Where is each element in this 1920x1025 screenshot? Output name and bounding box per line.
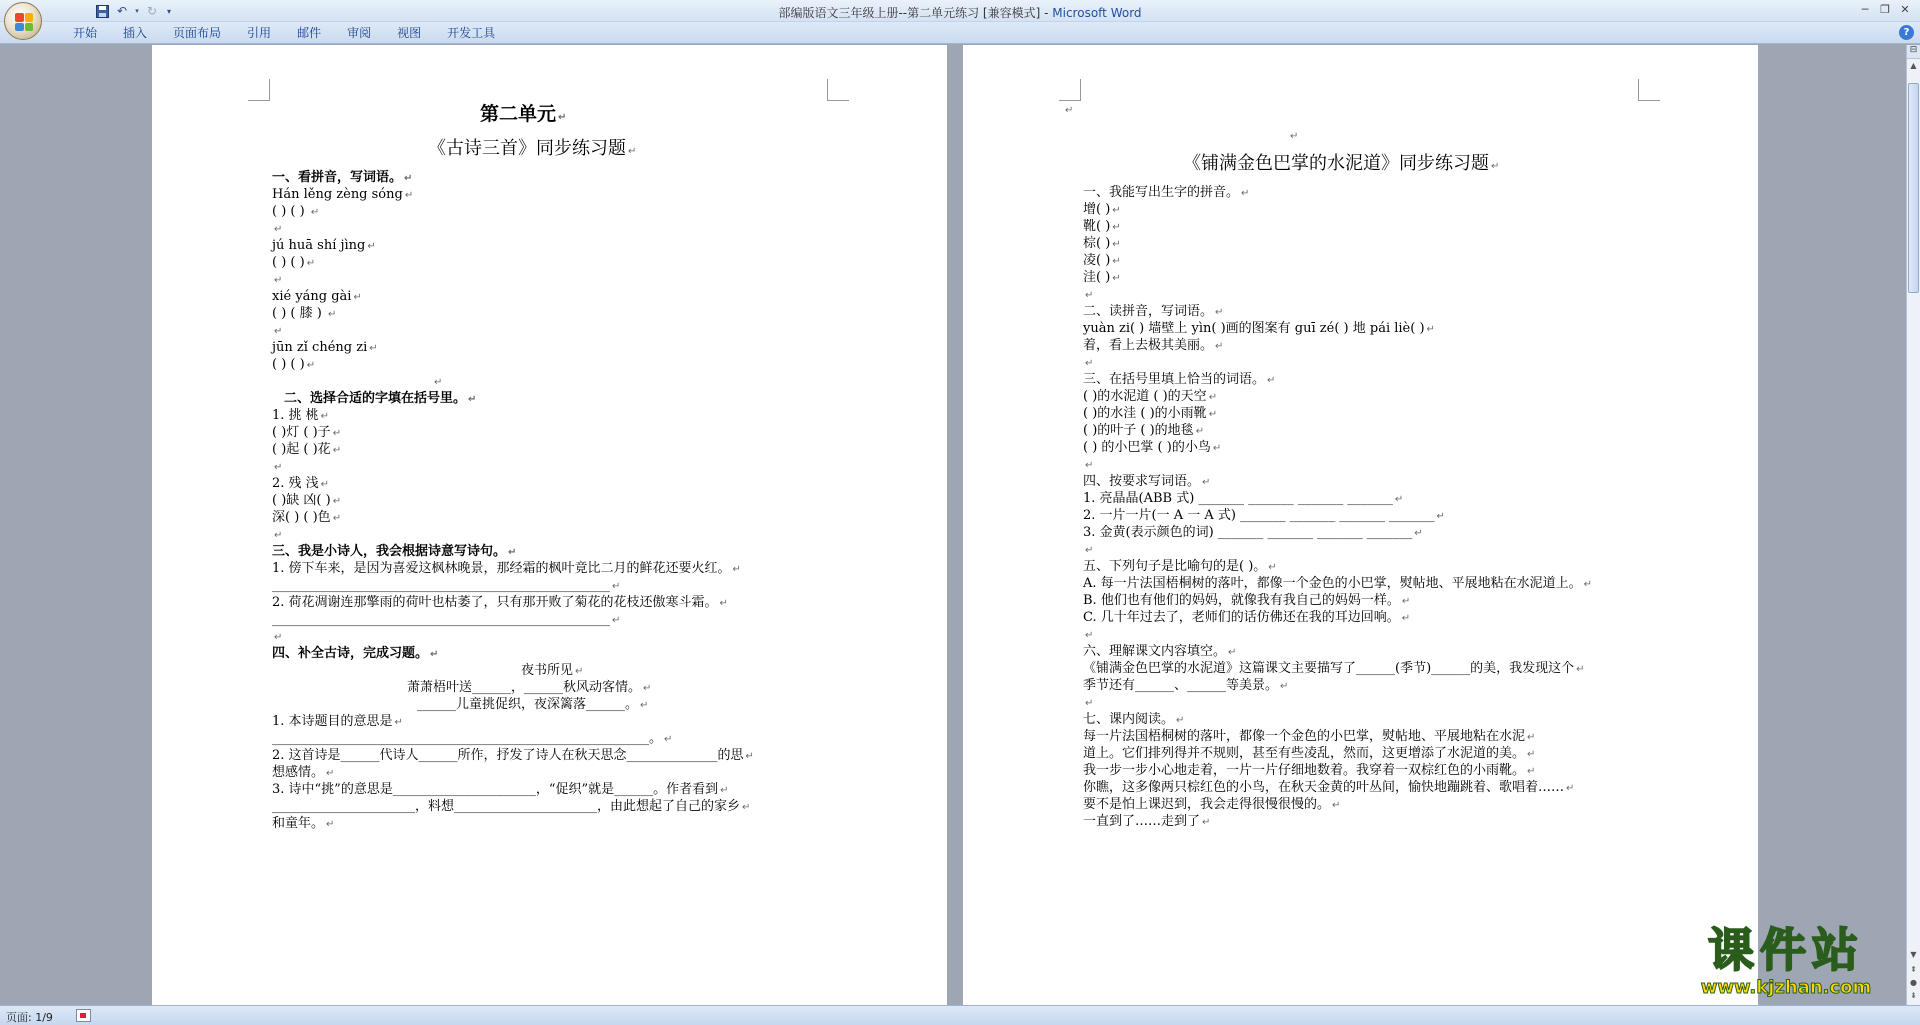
page-indicator[interactable]: 页面: 1/9	[6, 1011, 53, 1024]
next-page-icon[interactable]: ⇟	[1910, 991, 1917, 1000]
paragraph-mark-icon: ↵	[332, 496, 342, 507]
paragraph-mark-icon: ↵	[1527, 732, 1536, 743]
line-text: 二、选择合适的字填在括号里。	[284, 391, 467, 406]
paragraph-mark-icon: ↵	[1576, 664, 1585, 675]
paragraph-mark-icon: ↵	[274, 224, 283, 235]
paragraph-mark-icon: ↵	[394, 717, 403, 728]
paragraph-mark-icon: ↵	[1268, 562, 1277, 573]
paragraph-mark-icon: ↵	[1401, 596, 1411, 607]
paragraph-mark-icon: ↵	[430, 649, 439, 660]
margin-corner-mark	[1638, 79, 1660, 101]
paragraph-line	[480, 105, 566, 127]
status-bar	[0, 1005, 1920, 1025]
line-text: 1. 挑 桃	[272, 408, 319, 423]
line-text: 四、按要求写词语。	[1083, 474, 1201, 489]
paragraph-mark-icon: ↵	[1085, 290, 1094, 301]
paragraph-mark-icon: ↵	[327, 309, 337, 320]
restore-icon[interactable]: ❐	[1880, 3, 1890, 16]
paragraph-mark-icon: ↵	[1228, 647, 1237, 658]
line-text: B. 他们也有他们的妈妈，就像我有我自己的妈妈一样。	[1083, 593, 1400, 608]
line-text: 靴( )	[1083, 219, 1111, 234]
paragraph-mark-icon: ↵	[1394, 494, 1404, 505]
paragraph-line	[417, 696, 648, 715]
undo-icon[interactable]: ↶	[116, 4, 128, 18]
line-text: jūn zǐ chéng zi	[272, 340, 368, 355]
paragraph-line	[272, 747, 754, 766]
paragraph-mark-icon: ↵	[745, 751, 754, 762]
tab-review[interactable]: 审阅	[347, 26, 372, 40]
line-text: 一、我能写出生字的拼音。	[1083, 185, 1240, 200]
paragraph-mark-icon: ↵	[434, 377, 443, 388]
document-name: 部编版语文三年级上册--第二单元练习 [兼容模式]	[778, 6, 1041, 20]
line-text: ( ) ( 膝 )	[272, 306, 326, 321]
line-text: 1. 亮晶晶(ABB 式) _______ _______ _______ _______	[1083, 491, 1393, 506]
paragraph-mark-icon: ↵	[1491, 161, 1500, 172]
tab-references[interactable]: 引用	[247, 26, 272, 40]
paragraph-line	[272, 645, 438, 664]
paragraph-mark-icon: ↵	[1065, 105, 1074, 116]
document-page-1[interactable]	[152, 45, 947, 1005]
line-text: 你瞧，这多像两只棕红色的小鸟，在秋天金黄的叶丛间，愉快地蹦跳着、歌唱着……	[1083, 780, 1565, 795]
line-text: 三、在括号里填上恰当的词语。	[1083, 372, 1266, 387]
paragraph-mark-icon: ↵	[612, 615, 621, 626]
office-logo-icon	[15, 13, 33, 31]
paragraph-mark-icon: ↵	[1176, 715, 1185, 726]
paragraph-line	[272, 815, 334, 834]
paragraph-line	[272, 611, 620, 630]
tab-view[interactable]: 视图	[397, 26, 422, 40]
paragraph-mark-icon: ↵	[274, 326, 283, 337]
line-text: 3. 诗中“挑”的意思是______________________，“促织”就是______。作者看到	[272, 782, 719, 797]
line-text: ( )起 ( )花	[272, 442, 331, 457]
watermark-logo	[1672, 923, 1900, 1005]
paragraph-mark-icon: ↵	[1290, 131, 1299, 142]
paragraph-mark-icon: ↵	[1280, 681, 1289, 692]
line-text: 我一步一步小心地走着，一片一片仔细地数着。我穿着一双棕红色的小雨靴。	[1083, 763, 1526, 778]
line-text: 要不是怕上课迟到，我会走得很慢很慢的。	[1083, 797, 1331, 812]
paragraph-mark-icon: ↵	[1112, 256, 1121, 267]
paragraph-mark-icon: ↵	[1332, 800, 1341, 811]
paragraph-line	[1063, 101, 1073, 120]
paragraph-mark-icon: ↵	[1202, 477, 1211, 488]
paragraph-mark-icon: ↵	[1085, 460, 1094, 471]
paragraph-mark-icon: ↵	[274, 530, 283, 541]
line-text: 3. 金黄(表示颜色的词) _______ _______ _______ _______	[1083, 525, 1413, 540]
tab-mailings[interactable]: 邮件	[297, 26, 322, 40]
paragraph-mark-icon: ↵	[332, 428, 342, 439]
line-text: 1. 本诗题目的意思是	[272, 714, 393, 729]
paragraph-mark-icon: ↵	[1401, 613, 1411, 624]
paragraph-mark-icon: ↵	[404, 190, 414, 201]
line-text: 五、下列句子是比喻句的是( )。	[1083, 559, 1267, 574]
paragraph-mark-icon: ↵	[332, 513, 342, 524]
paragraph-mark-icon: ↵	[1112, 205, 1121, 216]
paragraph-mark-icon: ↵	[1215, 307, 1224, 318]
margin-corner-mark	[1059, 79, 1081, 101]
paragraph-mark-icon: ↵	[1527, 749, 1536, 760]
document-page-2[interactable]	[963, 45, 1758, 1005]
line-text: ( ) ( )	[272, 204, 309, 219]
line-text: 洼( )	[1083, 270, 1111, 285]
scroll-up-icon[interactable]: ▲	[1910, 61, 1917, 70]
line-text: ( )的水洼 ( )的小雨靴	[1083, 406, 1207, 421]
line-text: 六、理解课文内容填空。	[1083, 644, 1227, 659]
paragraph-mark-icon: ↵	[1085, 630, 1094, 641]
paragraph-mark-icon: ↵	[719, 598, 728, 609]
spelling-check-icon[interactable]	[76, 1009, 91, 1022]
ribbon-tabs	[60, 25, 508, 41]
paragraph-mark-icon: ↵	[612, 581, 621, 592]
paragraph-mark-icon: ↵	[326, 768, 335, 779]
paragraph-mark-icon: ↵	[628, 146, 637, 157]
line-text: 《古诗三首》同步练习题	[428, 138, 626, 159]
paragraph-mark-icon: ↵	[320, 411, 330, 422]
paragraph-mark-icon: ↵	[1215, 341, 1224, 352]
line-text: 2. 荷花凋谢连那擎雨的荷叶也枯萎了，只有那开败了菊花的花枝还傲寒斗霜。	[272, 595, 718, 610]
paragraph-line	[1083, 677, 1288, 696]
paragraph-mark-icon: ↵	[575, 666, 584, 677]
line-text: ( )的水泥道 ( )的天空	[1083, 389, 1207, 404]
tab-page-layout[interactable]: 页面布局	[173, 26, 222, 40]
line-text: 《铺满金色巴掌的水泥道》同步练习题	[1183, 153, 1489, 174]
line-text: 深( ) ( )色	[272, 510, 331, 525]
window-title	[0, 4, 1920, 21]
paragraph-line	[1288, 127, 1298, 146]
line-text: ( ) ( )	[272, 357, 305, 372]
scroll-down-icon[interactable]: ▼	[1910, 950, 1917, 959]
paragraph-mark-icon: ↵	[306, 258, 316, 269]
line-text: 四、补全古诗，完成习题。	[272, 646, 429, 661]
paragraph-mark-icon: ↵	[1085, 358, 1094, 369]
line-text: ( )缺 凶( )	[272, 493, 331, 508]
line-text: 着，看上去极其美丽。	[1083, 338, 1214, 353]
line-text: ( ) 的小巴掌 ( )的小鸟	[1083, 440, 1211, 455]
paragraph-mark-icon: ↵	[1085, 698, 1094, 709]
paragraph-mark-icon: ↵	[353, 292, 362, 303]
minimize-icon[interactable]: ─	[1861, 3, 1869, 16]
paragraph-line	[1083, 609, 1410, 628]
paragraph-mark-icon: ↵	[1112, 273, 1121, 284]
paragraph-mark-icon: ↵	[310, 207, 320, 218]
line-text: 一、看拼音，写词语。	[272, 170, 403, 185]
watermark-title: 课件站	[1708, 923, 1864, 977]
line-text: 1. 傍下车来，是因为喜爱这枫林晚景，那经霜的枫叶竟比二月的鲜花还要火红。	[272, 561, 731, 576]
app-name: Microsoft Word	[1052, 6, 1142, 20]
line-text: 季节还有______、______等美景。	[1083, 678, 1279, 693]
paragraph-mark-icon: ↵	[732, 564, 741, 575]
line-text: 七、课内阅读。	[1083, 712, 1175, 727]
paragraph-line	[272, 798, 750, 817]
undo-dropdown-icon[interactable]: ▾	[135, 7, 139, 15]
line-text: 和童年。	[272, 816, 325, 831]
line-text: 2. 残 浅	[272, 476, 319, 491]
line-text: 凌( )	[1083, 253, 1111, 268]
line-text: 一直到了……走到了	[1083, 814, 1201, 829]
paragraph-mark-icon: ↵	[274, 632, 283, 643]
line-text: 三、我是小诗人，我会根据诗意写诗句。	[272, 544, 507, 559]
paragraph-line	[1083, 524, 1423, 543]
paragraph-mark-icon: ↵	[274, 462, 283, 473]
paragraph-line	[1183, 155, 1499, 176]
paragraph-mark-icon: ↵	[1208, 392, 1218, 403]
paragraph-line	[1083, 813, 1210, 832]
line-text: C. 几十年过去了，老师们的话仿佛还在我的耳边回响。	[1083, 610, 1400, 625]
paragraph-mark-icon: ↵	[1112, 222, 1121, 233]
line-text: ______儿童挑促织，夜深篱落______。	[417, 697, 639, 712]
window-controls	[1856, 2, 1914, 18]
paragraph-mark-icon: ↵	[1195, 426, 1205, 437]
line-text: 第二单元	[480, 103, 557, 125]
title-bar	[0, 0, 1920, 22]
line-text: 每一片法国梧桐树的落叶，都像一个金色的小巴掌，熨帖地、平展地粘在水泥	[1083, 729, 1526, 744]
paragraph-mark-icon: ↵	[1414, 528, 1423, 539]
line-text: xié yáng gài	[272, 289, 352, 304]
line-text: A. 每一片法国梧桐树的落叶，都像一个金色的小巴掌，熨帖地、平展地粘在水泥道上。	[1083, 576, 1582, 591]
paragraph-mark-icon: ↵	[1241, 188, 1250, 199]
paragraph-mark-icon: ↵	[274, 275, 283, 286]
line-text: ____________________________________________________	[272, 578, 610, 593]
tab-developer[interactable]: 开发工具	[447, 26, 496, 40]
previous-page-icon[interactable]: ⇞	[1910, 965, 1917, 974]
paragraph-mark-icon: ↵	[320, 479, 330, 490]
paragraph-mark-icon: ↵	[367, 241, 376, 252]
paragraph-mark-icon: ↵	[1583, 579, 1593, 590]
title-separator: -	[1040, 6, 1053, 20]
line-text: 2. 一片一片(一 A 一 A 式) _______ _______ _______ _______	[1083, 508, 1435, 523]
paragraph-mark-icon: ↵	[720, 785, 729, 796]
paragraph-mark-icon: ↵	[306, 360, 316, 371]
line-text: yuàn zi( ) 墙壁上 yìn( )画的图案有 guī zé( ) 地 pái liè( )	[1083, 321, 1425, 336]
line-text: 增( )	[1083, 202, 1111, 217]
tab-insert[interactable]: 插入	[123, 26, 148, 40]
paragraph-mark-icon: ↵	[1426, 324, 1435, 335]
paragraph-mark-icon: ↵	[369, 343, 378, 354]
paragraph-mark-icon: ↵	[1436, 511, 1445, 522]
customize-qat-icon[interactable]: ▾	[166, 6, 171, 16]
margin-corner-mark	[827, 79, 849, 101]
line-text: 夜书所见	[521, 663, 574, 678]
view-ruler-icon[interactable]: ⊟	[1907, 45, 1920, 59]
tab-home[interactable]: 开始	[73, 26, 98, 40]
document-workspace[interactable]	[0, 45, 1906, 1005]
paragraph-mark-icon: ↵	[1267, 375, 1276, 386]
paragraph-mark-icon: ↵	[468, 394, 477, 405]
paragraph-line	[1083, 337, 1223, 356]
line-text: __________________________________________________________。	[272, 731, 662, 746]
paragraph-mark-icon: ↵	[332, 445, 342, 456]
paragraph-line	[272, 356, 315, 375]
help-icon[interactable]: ?	[1899, 25, 1914, 40]
paragraph-mark-icon: ↵	[1566, 783, 1575, 794]
line-text: ( )的叶子 ( )的地毯	[1083, 423, 1194, 438]
paragraph-mark-icon: ↵	[664, 734, 673, 745]
ribbon	[0, 22, 1920, 44]
line-text: 萧萧梧叶送______，______秋风动客情。	[407, 680, 642, 695]
select-browse-object-icon[interactable]: ●	[1910, 978, 1917, 987]
paragraph-mark-icon: ↵	[326, 819, 335, 830]
line-text: ______________________，料想______________________，由此想起了自己的家乡	[272, 799, 741, 814]
paragraph-mark-icon: ↵	[640, 700, 649, 711]
paragraph-mark-icon: ↵	[1527, 766, 1536, 777]
watermark-url: www.kjzhan.com	[1700, 977, 1872, 998]
paragraph-mark-icon: ↵	[558, 112, 567, 123]
office-button[interactable]	[4, 2, 42, 40]
line-text: Hán lěng zèng sóng	[272, 187, 403, 202]
paragraph-line	[1083, 439, 1221, 458]
scroll-thumb[interactable]	[1908, 83, 1919, 293]
paragraph-mark-icon: ↵	[1085, 545, 1094, 556]
redo-icon[interactable]: ↻	[146, 4, 158, 18]
line-text: 棕( )	[1083, 236, 1111, 251]
paragraph-line	[428, 140, 636, 161]
line-text: 二、读拼音，写词语。	[1083, 304, 1214, 319]
line-text: jú huā shí jìng	[272, 238, 366, 253]
line-text: 想感情。	[272, 765, 325, 780]
line-text: 《铺满金色巴掌的水泥道》这篇课文主要描写了______(季节)______的美，我发现这个	[1083, 661, 1575, 676]
vertical-scrollbar[interactable]	[1906, 45, 1920, 1005]
paragraph-mark-icon: ↵	[1202, 817, 1211, 828]
line-text: ( ) ( )	[272, 255, 305, 270]
margin-corner-mark	[248, 79, 270, 101]
close-icon[interactable]: ✕	[1900, 3, 1910, 16]
line-text: ____________________________________________________	[272, 612, 610, 627]
paragraph-mark-icon: ↵	[508, 547, 517, 558]
line-text: 道上。它们排列得并不规则，甚至有些凌乱，然而，这更增添了水泥道的美。	[1083, 746, 1526, 761]
line-text: 2. 这首诗是______代诗人______所作，抒发了诗人在秋天思念______________的思	[272, 748, 744, 763]
paragraph-mark-icon: ↵	[1112, 239, 1121, 250]
paragraph-mark-icon: ↵	[643, 683, 652, 694]
line-text: ( )灯 ( )子	[272, 425, 331, 440]
paragraph-mark-icon: ↵	[404, 173, 413, 184]
paragraph-mark-icon: ↵	[1208, 409, 1218, 420]
paragraph-mark-icon: ↵	[1212, 443, 1222, 454]
paragraph-mark-icon: ↵	[742, 802, 751, 813]
